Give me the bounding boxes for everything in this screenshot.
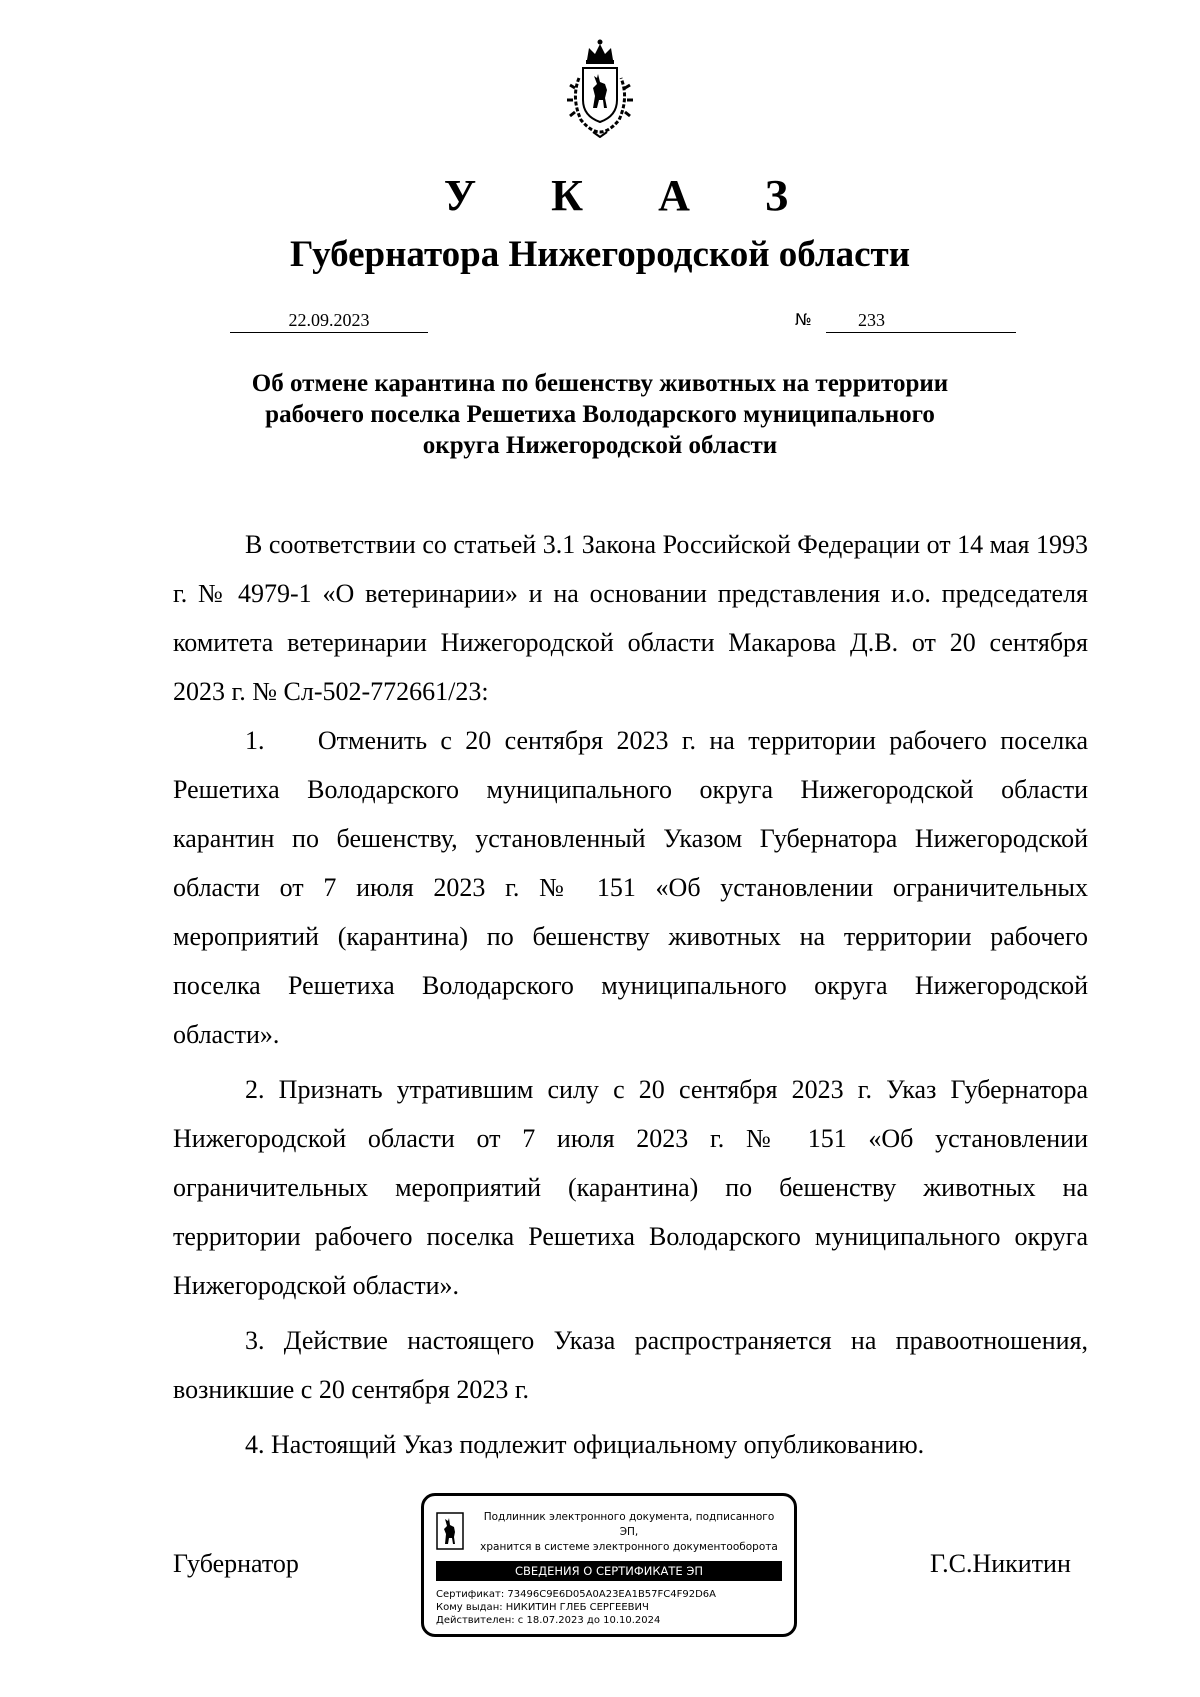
item-4-paragraph: 4. Настоящий Указ подлежит официальному опубликованию.: [245, 1430, 925, 1459]
heading-line-2: рабочего поселка Решетиха Володарского муниципального: [265, 401, 935, 428]
deer-emblem-icon: [436, 1512, 464, 1550]
item-2-paragraph: 2. Признать утратившим силу с 20 сентября 2023 г. Указ Губернатора Нижегородской области от 7 июля 2023 г. № 151 «Об установлении ограничительных мероприятий (карантина) по бешенству животных на территории рабочего поселка Решетиха Володарского муниципального округа Нижегородской области».: [173, 1075, 1088, 1300]
document-body: [173, 520, 1088, 1469]
document-number: 233: [826, 308, 1016, 333]
certificate-id: Сертификат: 73496C9E6D05A0A23EA1B57FC4F92D6A: [436, 1589, 717, 1600]
certificate-validity: Действителен: с 18.07.2023 до 10.10.2024: [436, 1615, 661, 1626]
number-label: №: [795, 310, 812, 329]
document-date: 22.09.2023: [230, 308, 428, 333]
heading-line-1: Об отмене карантина по бешенству животных на территории: [251, 370, 949, 397]
stamp-caption: [474, 1510, 784, 1555]
certificate-owner: Кому выдан: НИКИТИН ГЛЕБ СЕРГЕЕВИЧ: [436, 1602, 649, 1613]
stamp-certificate-header: СВЕДЕНИЯ О СЕРТИФИКАТЕ ЭП: [436, 1561, 782, 1581]
electronic-signature-stamp: [421, 1493, 797, 1637]
preamble-paragraph: В соответствии со статьей 3.1 Закона Российской Федерации от 14 мая 1993 г. № 4979-1 «О ветеринарии» и на основании представления и.о. председателя комитета ветеринарии Нижегородской области Макарова Д.В. от 20 сентября 2023 г. № Сл-502-772661/23:: [173, 530, 1088, 706]
document-heading: [0, 368, 1200, 461]
signatory-position: Губернатор: [173, 1549, 299, 1578]
stamp-caption-line-1: Подлинник электронного документа, подписанного ЭП,: [483, 1511, 775, 1538]
stamp-certificate-details: [436, 1588, 786, 1627]
heading-line-3: округа Нижегородской области: [422, 432, 778, 459]
stamp-caption-line-2: хранится в системе электронного документооборота: [480, 1541, 778, 1553]
item-3-paragraph: 3. Действие настоящего Указа распространяется на правоотношения, возникшие с 20 сентября 2023 г.: [173, 1326, 1088, 1404]
signatory-name: Г.С.Никитин: [930, 1549, 1071, 1578]
issuer-title: Губернатора Нижегородской области: [289, 234, 911, 275]
document-type-title: У К А З: [443, 171, 821, 220]
coat-of-arms-icon: [563, 38, 637, 138]
item-1-paragraph: 1. Отменить с 20 сентября 2023 г. на территории рабочего поселка Решетиха Володарского муниципального округа Нижегородской области карантин по бешенству, установленный Указом Губернатора Нижегородской области от 7 июля 2023 г. № 151 «Об установлении ограничительных мероприятий (карантина) по бешенству животных на территории рабочего поселка Решетиха Володарского муниципального округа Нижегородской области».: [173, 726, 1088, 1049]
